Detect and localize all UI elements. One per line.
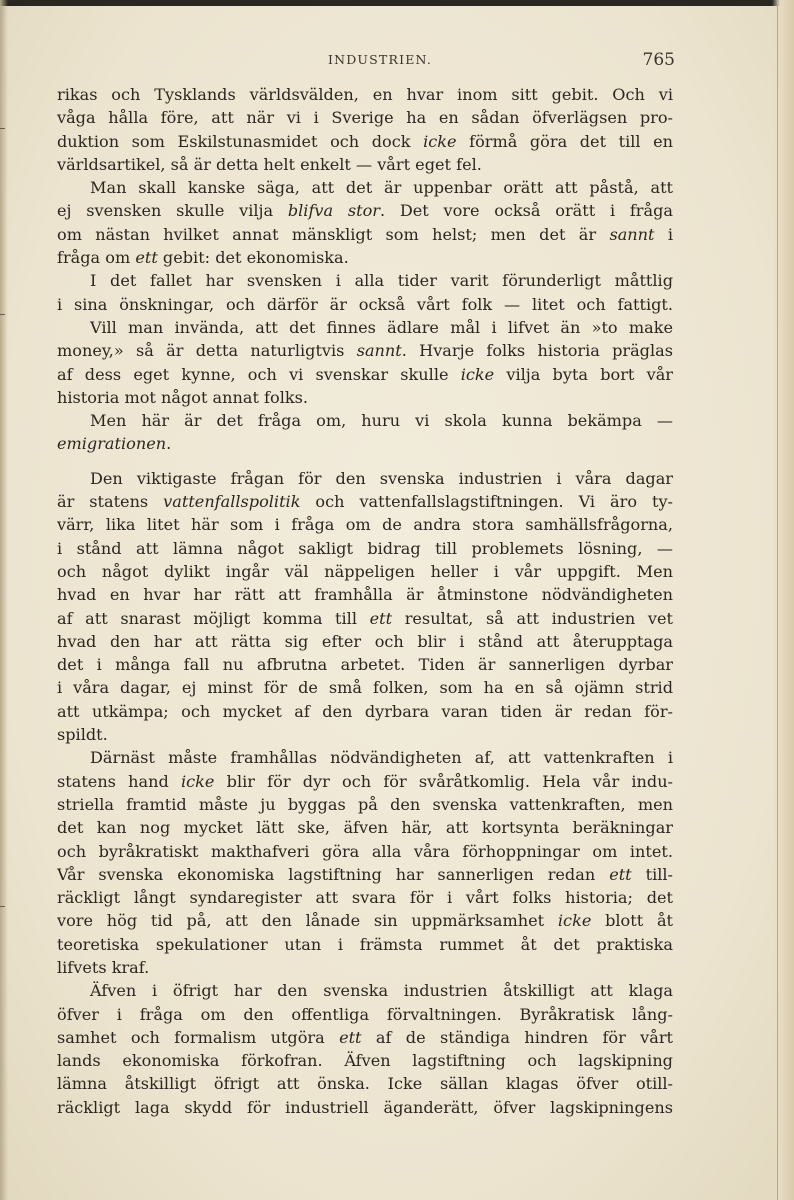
text-line: att utkämpa; och mycket af den dyrbara varan tiden är redan för- bbox=[57, 701, 673, 721]
text-line: hvad en hvar har rätt att framhålla är åtminstone nödvändigheten bbox=[57, 585, 673, 605]
text-line: värr, lika litet här som i fråga om de andra stora samhällsfrågorna, bbox=[57, 515, 673, 535]
running-head bbox=[85, 48, 675, 72]
margin-mark bbox=[0, 906, 5, 907]
text-line: i sina önskningar, och därför är också vårt folk — litet och fattigt. bbox=[57, 294, 673, 314]
text-line: vore hög tid på, att den lånade sin uppmärksamhet icke blott åt bbox=[57, 911, 673, 931]
text-line: lifvets kraf. bbox=[57, 957, 150, 977]
page-number: 765 bbox=[642, 50, 675, 70]
text-line: emigrationen. bbox=[57, 434, 172, 454]
text-line: världsartikel, så är detta helt enkelt — vårt eget fel. bbox=[57, 154, 482, 174]
margin-mark bbox=[0, 128, 5, 129]
text-line: våga hålla före, att när vi i Sverige ha en sådan öfverlägsen pro- bbox=[57, 108, 673, 128]
text-line: Men här är det fråga om, huru vi skola kunna bekämpa — bbox=[90, 411, 673, 431]
text-line: teoretiska spekulationer utan i främsta rummet åt det praktiska bbox=[57, 934, 673, 954]
text-line: Man skall kanske säga, att det är uppenbar orätt att påstå, att bbox=[90, 178, 673, 198]
text-line: och något dylikt ingår väl näppeligen heller i vår uppgift. Men bbox=[57, 561, 673, 581]
text-line: spildt. bbox=[57, 725, 108, 745]
text-line: samhet och formalism utgöra ett af de ständiga hindren för vårt bbox=[57, 1027, 673, 1047]
text-line: räckligt laga skydd för industriell äganderätt, öfver lagskipningens bbox=[57, 1097, 673, 1117]
text-line: historia mot något annat folks. bbox=[57, 387, 308, 407]
text-line: är statens vattenfallspolitik och vattenfallslagstiftningen. Vi äro ty- bbox=[57, 492, 673, 512]
text-line: af att snarast möjligt komma till ett resultat, så att industrien vet bbox=[57, 608, 673, 628]
text-line: money,» så är detta naturligtvis sannt. Hvarje folks historia präglas bbox=[57, 341, 673, 361]
text-line: och byråkratiskt makthafveri göra alla våra förhoppningar om intet. bbox=[57, 841, 673, 861]
text-line: öfver i fråga om den offentliga förvaltningen. Byråkratisk lång- bbox=[57, 1004, 673, 1024]
text-line: lämna åtskilligt öfrigt att önska. Icke sällan klagas öfver otill- bbox=[57, 1074, 673, 1094]
text-line: Vår svenska ekonomiska lagstiftning har sannerligen redan ett till- bbox=[57, 864, 673, 884]
text-line: lands ekonomiska förkofran. Äfven lagstiftning och lagskipning bbox=[57, 1051, 673, 1071]
text-line: ej svensken skulle vilja blifva stor. Det vore också orätt i fråga bbox=[57, 201, 673, 221]
margin-mark bbox=[0, 314, 5, 315]
text-line: striella framtid måste ju byggas på den svenska vattenkraften, men bbox=[57, 794, 673, 814]
text-line: det kan nog mycket lätt ske, äfven här, att kortsynta beräkningar bbox=[57, 818, 673, 838]
text-line: om nästan hvilket annat mänskligt som helst; men det är sannt i bbox=[57, 224, 673, 244]
text-line: hvad den har att rätta sig efter och blir i stånd att återupptaga bbox=[57, 631, 673, 651]
text-line: räckligt långt syndaregister att svara för i vårt folks historia; det bbox=[57, 888, 673, 908]
page-edge-line bbox=[777, 0, 778, 1200]
text-line: rikas och Tysklands världsvälden, en hvar inom sitt gebit. Och vi bbox=[57, 85, 673, 104]
page-edge bbox=[772, 0, 794, 1200]
text-line: Äfven i öfrigt har den svenska industrien åtskilligt att klaga bbox=[90, 981, 673, 1001]
text-line: statens hand icke blir för dyr och för svåråtkomlig. Hela vår indu- bbox=[57, 771, 673, 791]
running-title: INDUSTRIEN. bbox=[327, 52, 433, 67]
text-line: Därnäst måste framhållas nödvändigheten af, att vattenkraften i bbox=[90, 748, 673, 768]
text-line: Den viktigaste frågan för den svenska industrien i våra dagar bbox=[90, 468, 673, 488]
text-line: af dess eget kynne, och vi svenskar skulle icke vilja byta bort vår bbox=[57, 364, 673, 384]
text-line: fråga om ett gebit: det ekonomiska. bbox=[57, 248, 349, 268]
top-border bbox=[0, 0, 794, 6]
text-line: i stånd att lämna något sakligt bidrag till problemets lösning, — bbox=[57, 538, 673, 558]
text-line: I det fallet har svensken i alla tider varit förunderligt måttlig bbox=[90, 271, 673, 291]
text-line: Vill man invända, att det finnes ädlare mål i lifvet än »to make bbox=[90, 317, 673, 337]
body-text bbox=[57, 83, 673, 1119]
binding-shadow bbox=[0, 0, 8, 1200]
text-line: duktion som Eskilstunasmidet och dock icke förmå göra det till en bbox=[57, 131, 673, 151]
text-line: i våra dagar, ej minst för de små folken, som ha en så ojämn strid bbox=[57, 678, 673, 698]
text-line: det i många fall nu afbrutna arbetet. Tiden är sannerligen dyrbar bbox=[57, 655, 673, 675]
